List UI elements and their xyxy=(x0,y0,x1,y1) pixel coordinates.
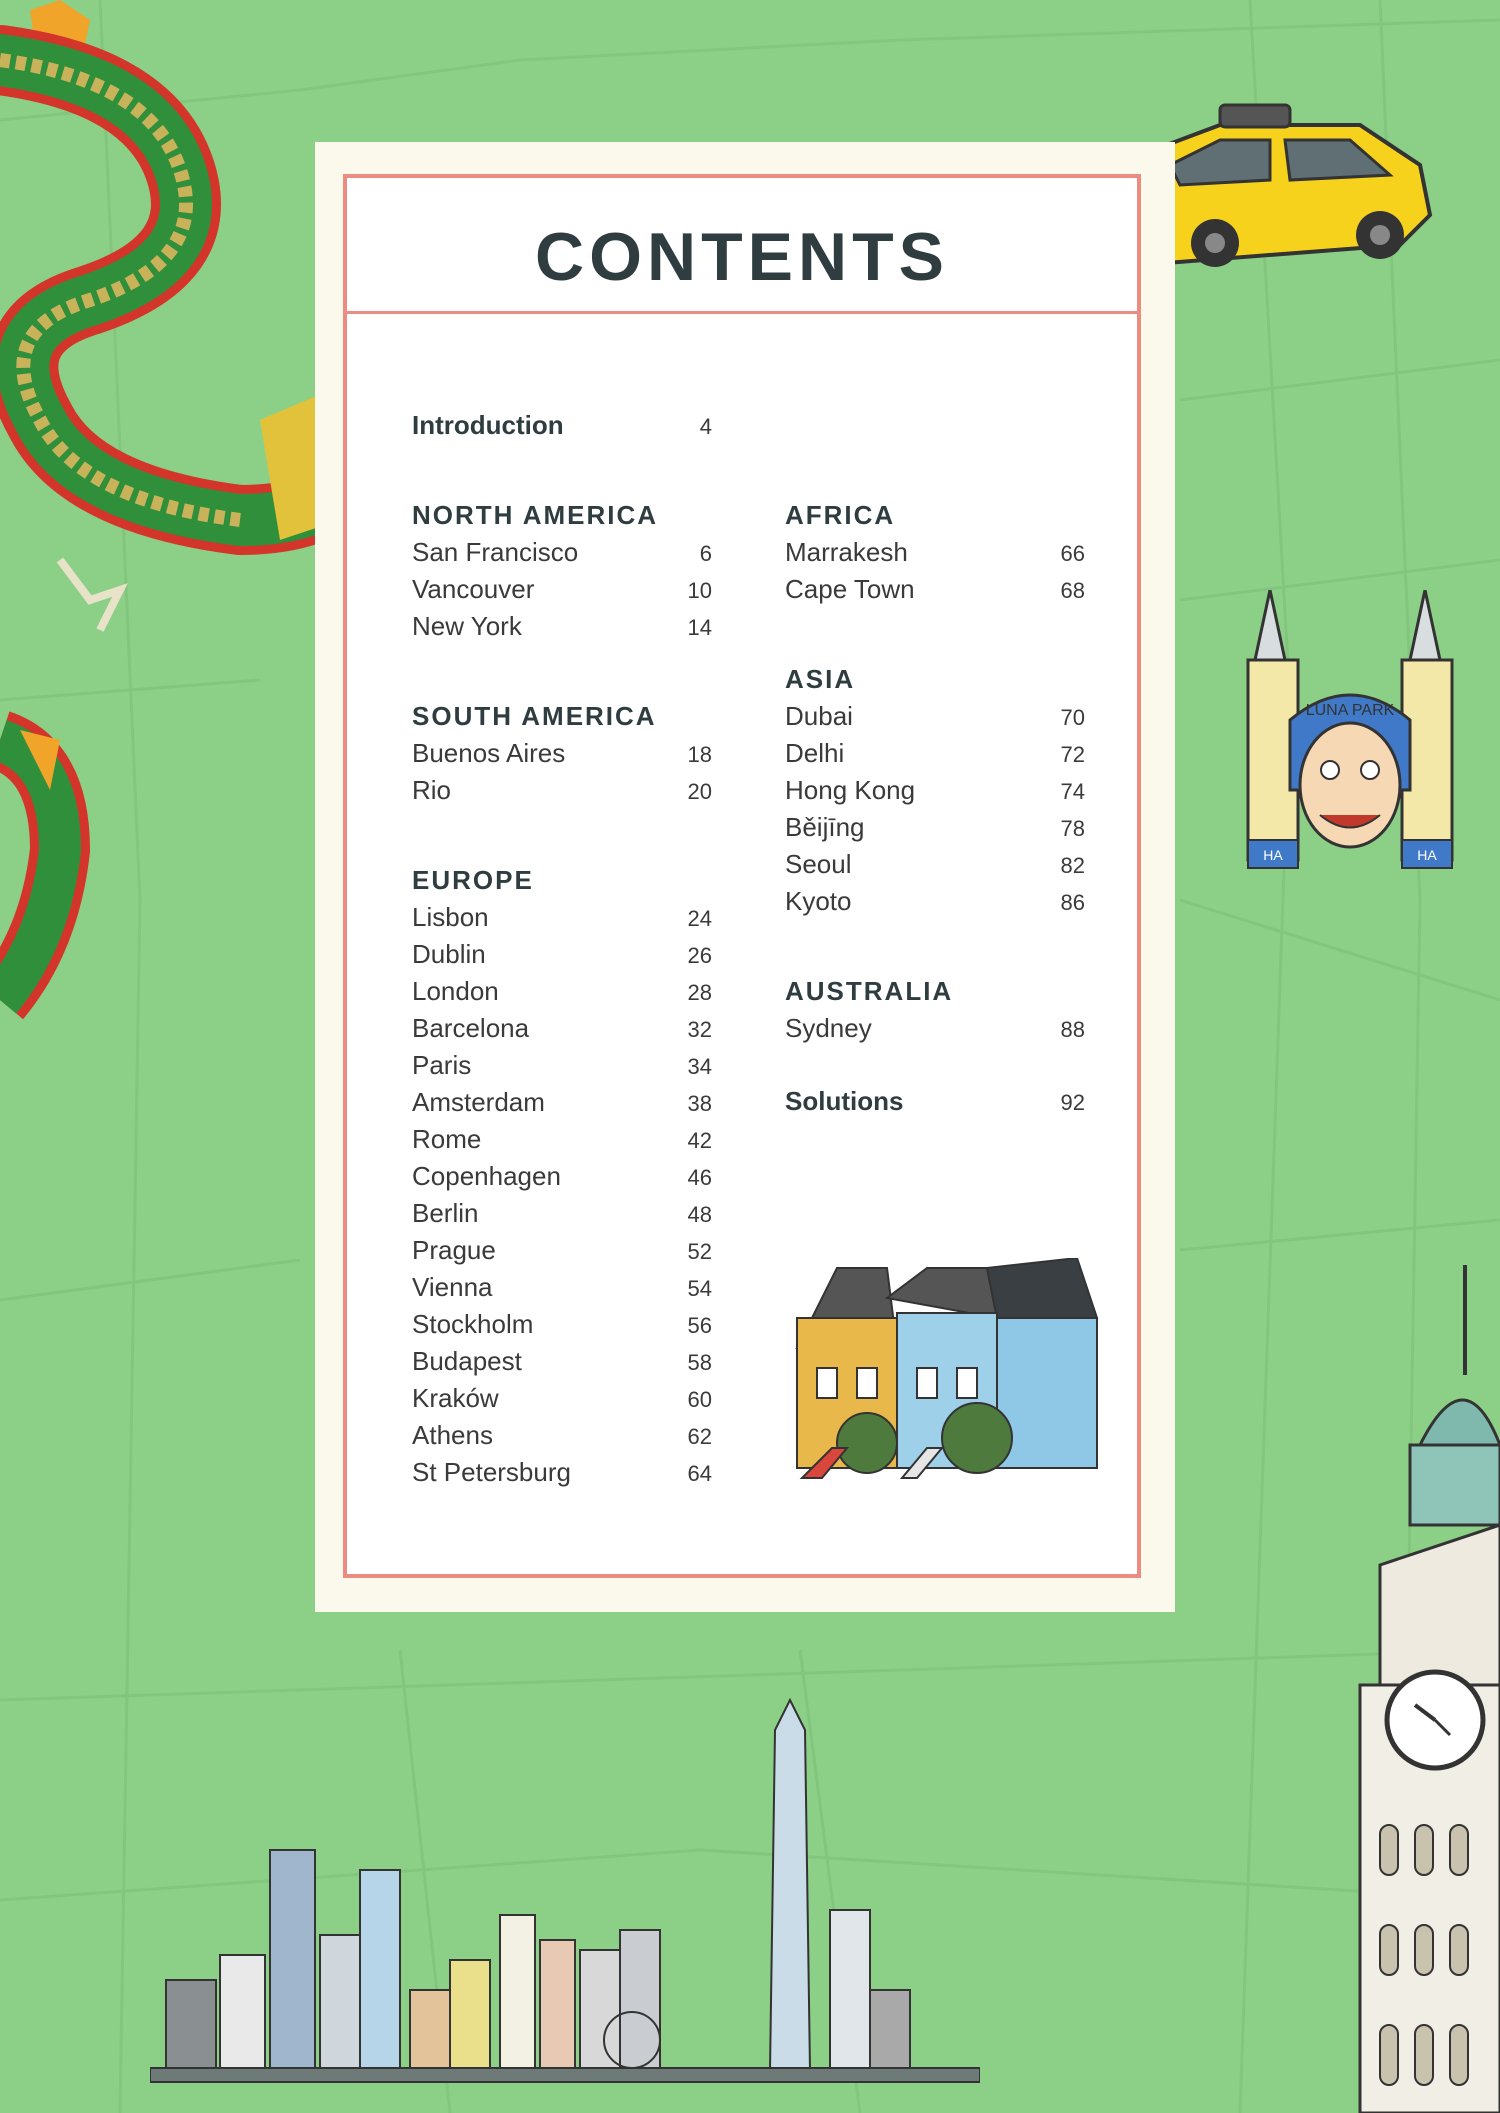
toc-entry-name: Copenhagen xyxy=(412,1161,561,1191)
contents-card xyxy=(315,142,1175,1612)
toc-entry-name: Buenos Aires xyxy=(412,738,566,768)
toc-entry-name: Marrakesh xyxy=(785,537,908,567)
title-divider xyxy=(347,311,1137,314)
toc-entry-name: Berlin xyxy=(412,1198,479,1228)
toc-entry[interactable] xyxy=(785,1013,1085,1050)
toc-entry[interactable] xyxy=(785,886,1085,923)
toc-entry[interactable] xyxy=(412,1161,712,1198)
toc-entry-page: 6 xyxy=(699,541,712,566)
toc-entry-name: Běijīng xyxy=(785,812,865,842)
toc-entry-page: 14 xyxy=(687,615,712,640)
toc-entry-name: Vancouver xyxy=(412,574,535,604)
luna-park-sign-text: LUNA PARK xyxy=(1305,702,1395,719)
toc-entry-page: 74 xyxy=(1060,779,1085,804)
toc-entry[interactable] xyxy=(412,1383,712,1420)
toc-entry[interactable] xyxy=(412,1198,712,1235)
toc-entry-name: Barcelona xyxy=(412,1013,530,1043)
toc-entry-name: Lisbon xyxy=(412,902,489,932)
section-australia: AUSTRALIA xyxy=(785,976,954,1006)
toc-entry[interactable] xyxy=(412,1235,712,1272)
toc-entry-page: 54 xyxy=(687,1276,712,1301)
toc-entry-name: Stockholm xyxy=(412,1309,534,1339)
toc-entry-name: Dublin xyxy=(412,939,486,969)
contents-frame xyxy=(343,174,1141,1578)
toc-entry-page: 78 xyxy=(1060,816,1085,841)
toc-entry-page: 26 xyxy=(687,943,712,968)
toc-asia-list xyxy=(785,701,1085,923)
toc-entry-name: San Francisco xyxy=(412,537,579,567)
toc-entry[interactable] xyxy=(412,939,712,976)
toc-entry[interactable] xyxy=(412,976,712,1013)
toc-entry-name: Prague xyxy=(412,1235,496,1265)
toc-entry-page: 58 xyxy=(687,1350,712,1375)
section-north-america: NORTH AMERICA xyxy=(412,500,659,530)
toc-entry-name: Rome xyxy=(412,1124,482,1154)
toc-introduction-label: Introduction xyxy=(412,410,564,440)
luna-park-base-left-text: HA xyxy=(1263,847,1283,863)
toc-entry-page: 62 xyxy=(687,1424,712,1449)
toc-entry[interactable] xyxy=(412,1457,712,1494)
toc-entry-page: 10 xyxy=(687,578,712,603)
toc-entry-page: 56 xyxy=(687,1313,712,1338)
houses-illustration xyxy=(787,1258,1107,1493)
toc-entry[interactable] xyxy=(412,1272,712,1309)
toc-africa-list xyxy=(785,537,1085,611)
toc-entry-name: St Petersburg xyxy=(412,1457,571,1487)
toc-entry[interactable] xyxy=(785,849,1085,886)
toc-entry-page: 38 xyxy=(687,1091,712,1116)
toc-entry-name: Paris xyxy=(412,1050,472,1080)
toc-entry[interactable] xyxy=(785,775,1085,812)
toc-entry[interactable] xyxy=(412,775,712,812)
toc-right-column xyxy=(785,493,1085,1123)
toc-entry-page: 24 xyxy=(687,906,712,931)
toc-entry-page: 68 xyxy=(1060,578,1085,603)
toc-entry-page: 32 xyxy=(687,1017,712,1042)
toc-entry-page: 34 xyxy=(687,1054,712,1079)
toc-entry-name: Athens xyxy=(412,1420,493,1450)
toc-entry[interactable] xyxy=(412,1013,712,1050)
toc-entry-page: 60 xyxy=(687,1387,712,1412)
toc-solutions-page: 92 xyxy=(1060,1090,1085,1115)
toc-entry[interactable] xyxy=(412,1346,712,1383)
toc-entry-page: 46 xyxy=(687,1165,712,1190)
toc-north-america-list xyxy=(412,537,712,648)
toc-entry-name: Seoul xyxy=(785,849,852,879)
toc-entry-page: 88 xyxy=(1060,1017,1085,1042)
toc-entry-name: Dubai xyxy=(785,701,853,731)
section-africa: AFRICA xyxy=(785,500,896,530)
toc-entry-name: Budapest xyxy=(412,1346,522,1376)
toc-entry-name: Kraków xyxy=(412,1383,499,1413)
toc-entry[interactable] xyxy=(785,812,1085,849)
toc-entry-name: Cape Town xyxy=(785,574,915,604)
toc-entry[interactable] xyxy=(412,902,712,939)
toc-entry-name: Hong Kong xyxy=(785,775,916,805)
section-south-america: SOUTH AMERICA xyxy=(412,701,657,731)
toc-entry-name: Delhi xyxy=(785,738,845,768)
toc-entry[interactable] xyxy=(412,1124,712,1161)
toc-entry-page: 42 xyxy=(687,1128,712,1153)
toc-entry-page: 86 xyxy=(1060,890,1085,915)
toc-entry[interactable] xyxy=(412,537,712,574)
toc-entry-name: Vienna xyxy=(412,1272,493,1302)
clock-tower-illustration xyxy=(1340,1265,1500,2113)
toc-entry-name: Sydney xyxy=(785,1013,872,1043)
toc-entry-page: 70 xyxy=(1060,705,1085,730)
toc-entry[interactable] xyxy=(412,738,712,775)
toc-entry[interactable] xyxy=(412,1420,712,1457)
toc-entry-page: 82 xyxy=(1060,853,1085,878)
toc-left-column xyxy=(412,410,712,1494)
toc-entry-name: New York xyxy=(412,611,522,641)
toc-entry[interactable] xyxy=(785,738,1085,775)
toc-entry[interactable] xyxy=(412,1087,712,1124)
toc-entry[interactable] xyxy=(785,701,1085,738)
skyline-illustration xyxy=(150,1690,980,2090)
luna-park-illustration xyxy=(1240,590,1460,880)
toc-introduction-page: 4 xyxy=(699,414,712,439)
toc-europe-list xyxy=(412,902,712,1494)
toc-entry-page: 20 xyxy=(687,779,712,804)
toc-entry-name: London xyxy=(412,976,499,1006)
toc-introduction[interactable] xyxy=(412,410,712,447)
toc-entry-page: 28 xyxy=(687,980,712,1005)
toc-entry-page: 52 xyxy=(687,1239,712,1264)
toc-south-america-list xyxy=(412,738,712,812)
page-title: CONTENTS xyxy=(535,219,949,295)
toc-entry[interactable] xyxy=(412,574,712,611)
toc-entry-page: 18 xyxy=(687,742,712,767)
toc-solutions[interactable] xyxy=(785,1086,1085,1123)
toc-entry-name: Rio xyxy=(412,775,452,805)
toc-entry[interactable] xyxy=(412,1309,712,1346)
toc-entry[interactable] xyxy=(412,611,712,648)
toc-entry[interactable] xyxy=(785,537,1085,574)
toc-solutions-label: Solutions xyxy=(785,1086,904,1116)
toc-entry-page: 48 xyxy=(687,1202,712,1227)
section-asia: ASIA xyxy=(785,664,856,694)
luna-park-base-right-text: HA xyxy=(1417,847,1437,863)
toc-australia-list xyxy=(785,1013,1085,1050)
toc-entry-page: 64 xyxy=(687,1461,712,1486)
toc-entry-page: 66 xyxy=(1060,541,1085,566)
section-europe: EUROPE xyxy=(412,865,534,895)
toc-entry-page: 72 xyxy=(1060,742,1085,767)
toc-entry[interactable] xyxy=(412,1050,712,1087)
toc-entry[interactable] xyxy=(785,574,1085,611)
toc-entry-name: Kyoto xyxy=(785,886,852,916)
toc-entry-name: Amsterdam xyxy=(412,1087,545,1117)
